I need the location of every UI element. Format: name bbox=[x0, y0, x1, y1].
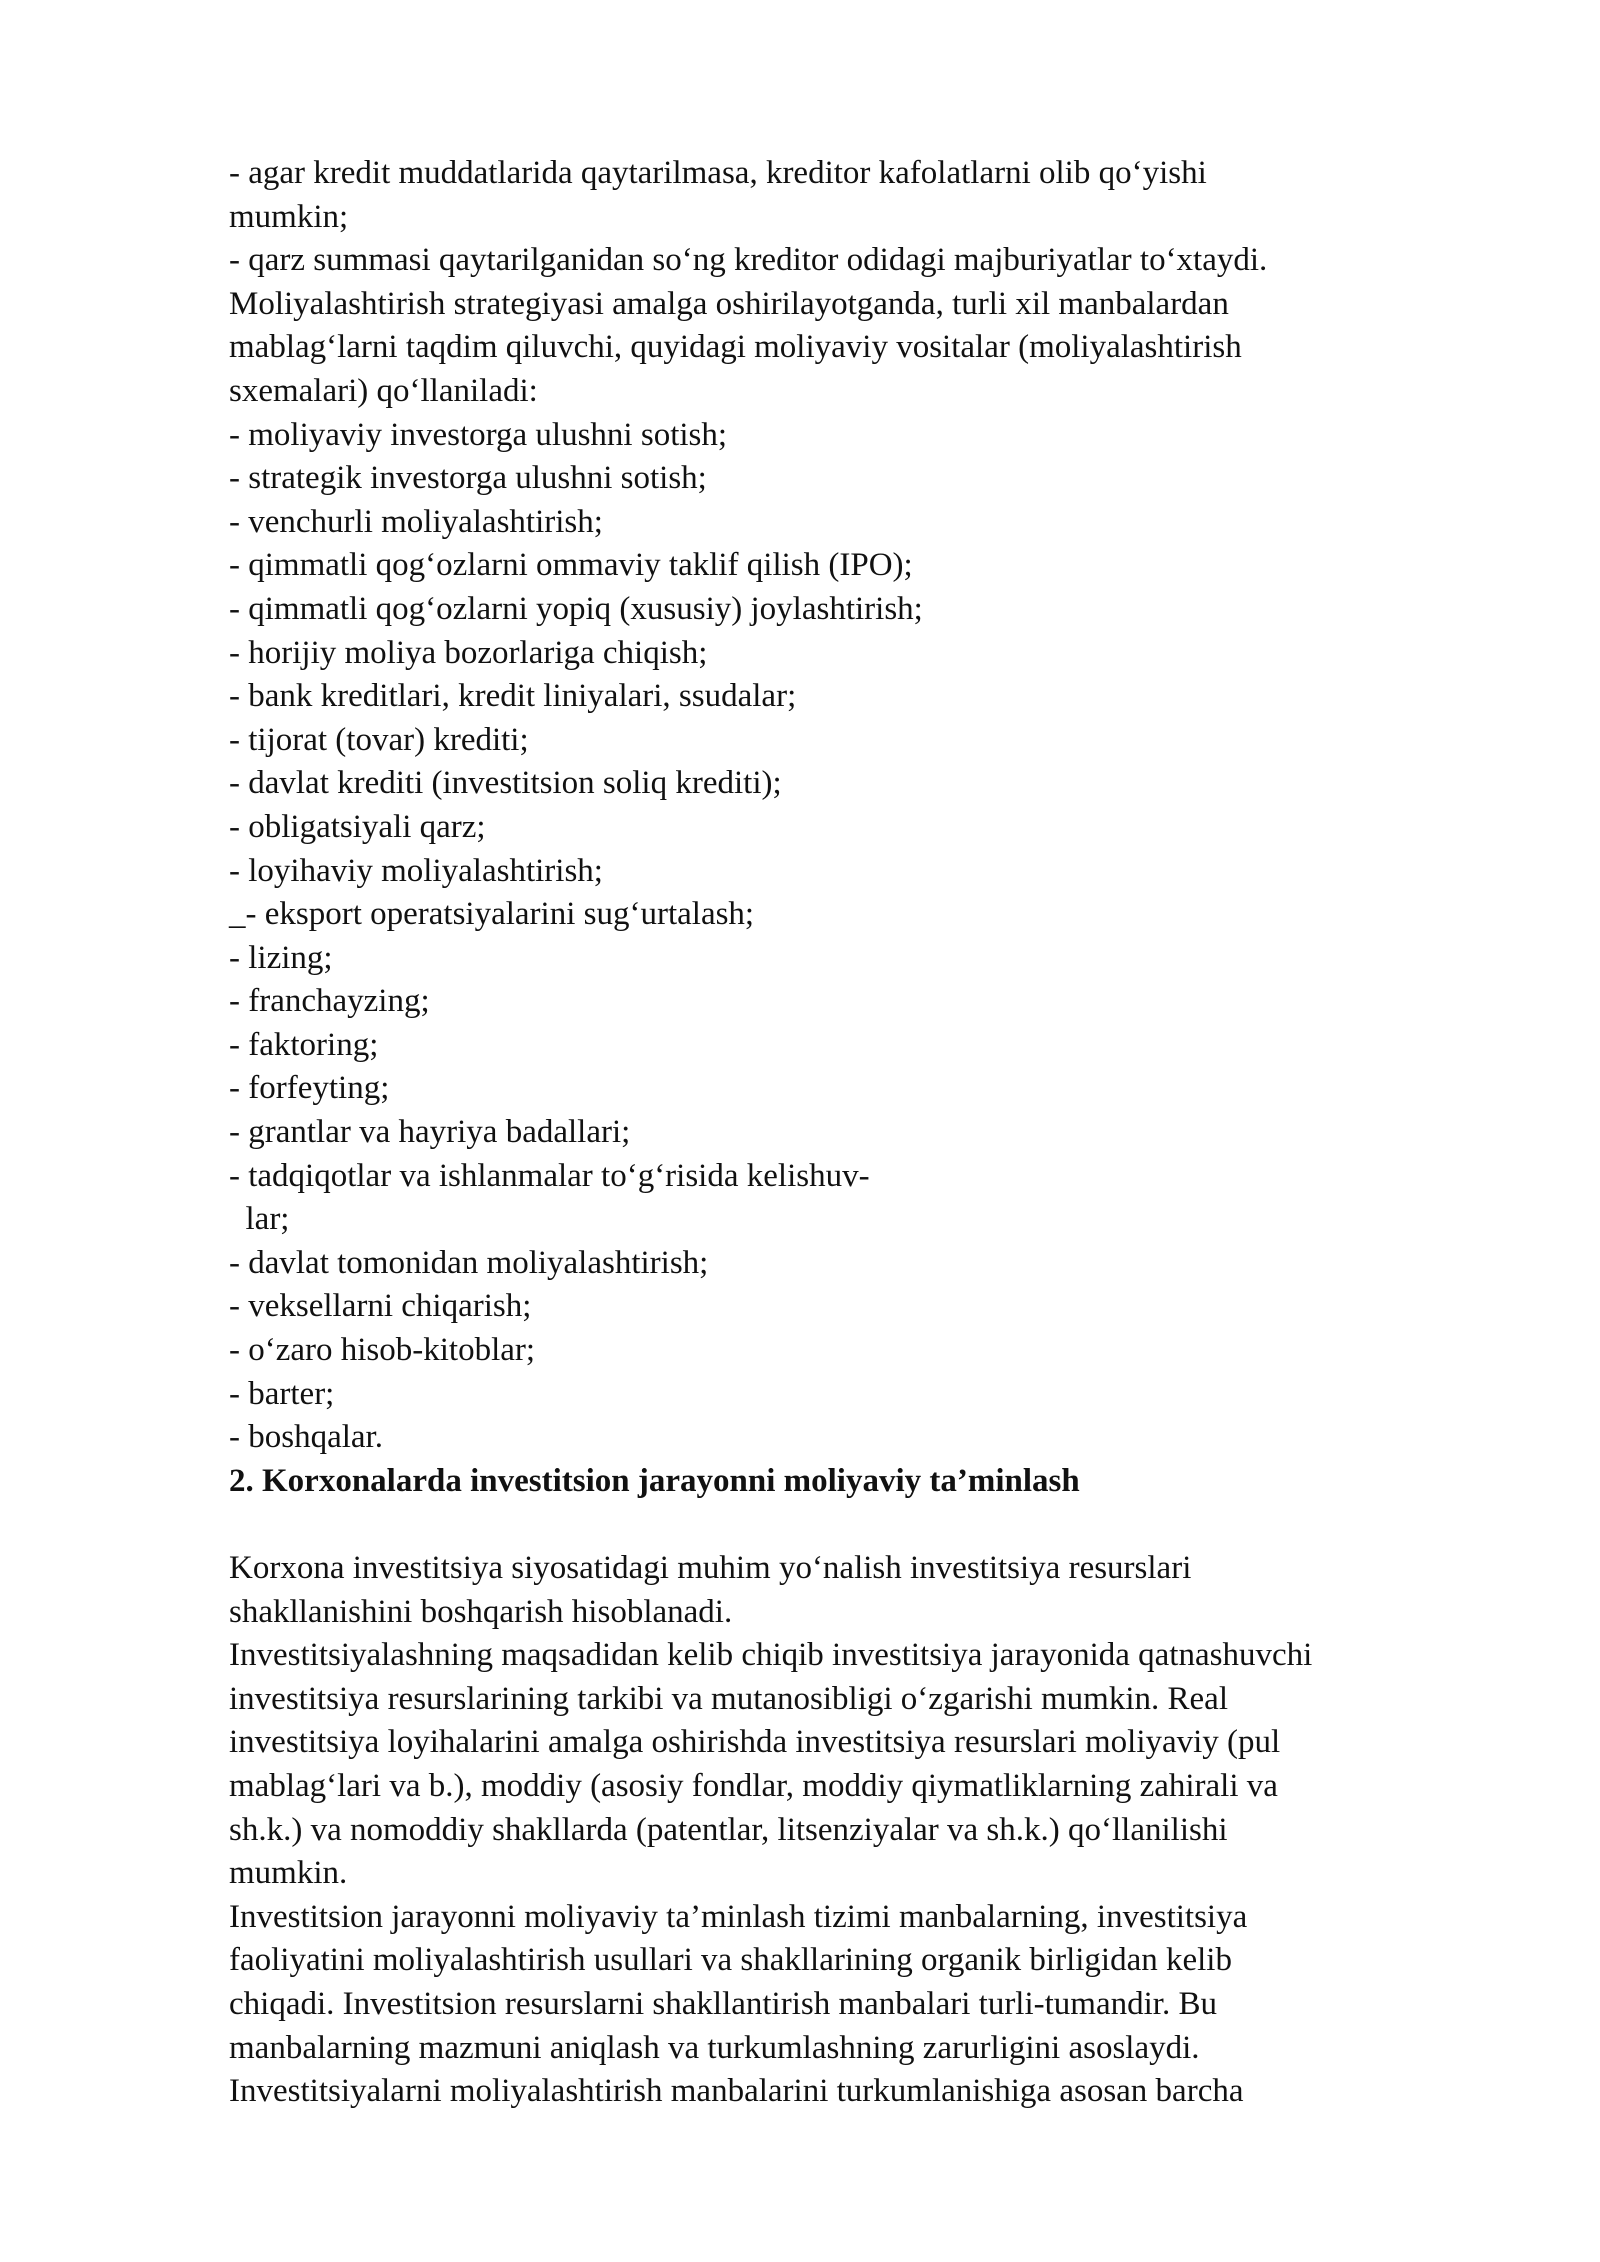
list-item: - boshqalar. bbox=[229, 1419, 383, 1456]
list-item: - loyihaviy moliyalashtirish; bbox=[229, 852, 603, 889]
spacer bbox=[229, 1503, 1489, 1547]
list-item: - bank kreditlari, kredit liniyalari, ssudalar; bbox=[229, 678, 797, 715]
instruments-list bbox=[229, 414, 1489, 1460]
list-item: - grantlar va hayriya badallari; bbox=[229, 1114, 631, 1151]
intro-paragraph bbox=[229, 283, 1489, 414]
list-item: - barter; bbox=[229, 1375, 335, 1412]
body-paragraph-1 bbox=[229, 1547, 1489, 1634]
text-line: chiqadi. Investitsion resurslarni shakllantirish manbalari turli-tumandir. Bu bbox=[229, 1985, 1217, 2022]
list-item: - strategik investorga ulushni sotish; bbox=[229, 460, 707, 497]
text-line: faoliyatini moliyalashtirish usullari va shakllarining organik birligidan kelib bbox=[229, 1942, 1232, 1979]
list-item: - veksellarni chiqarish; bbox=[229, 1288, 532, 1325]
list-item: - o‘zaro hisob-kitoblar; bbox=[229, 1332, 536, 1369]
body-paragraph-3 bbox=[229, 1896, 1489, 2114]
list-item: - faktoring; bbox=[229, 1026, 379, 1063]
document-page bbox=[229, 152, 1489, 2114]
text-line: manbalarning mazmuni aniqlash va turkumlashning zarurligini asoslaydi. bbox=[229, 2029, 1200, 2066]
text-line: Investitsion jarayonni moliyaviy ta’minlash tizimi manbalarning, investitsiya bbox=[229, 1898, 1248, 1935]
list-item: - obligatsiyali qarz; bbox=[229, 808, 486, 845]
text-line: investitsiya loyihalarini amalga oshirishda investitsiya resurslari moliyaviy (pul bbox=[229, 1724, 1281, 1761]
text-line: - qarz summasi qaytarilganidan so‘ng kreditor odidagi majburiyatlar to‘xtaydi. bbox=[229, 242, 1268, 279]
text-line: mumkin; bbox=[229, 198, 349, 235]
list-item: - tadqiqotlar va ishlanmalar to‘g‘risida kelishuv- bbox=[229, 1157, 870, 1194]
list-item: - horijiy moliya bozorlariga chiqish; bbox=[229, 634, 708, 671]
text-line: Investitsiyalashning maqsadidan kelib chiqib investitsiya jarayonida qatnashuvchi bbox=[229, 1637, 1313, 1674]
list-item: - venchurli moliyalashtirish; bbox=[229, 503, 603, 540]
list-item: - qimmatli qog‘ozlarni yopiq (xususiy) joylashtirish; bbox=[229, 590, 923, 627]
list-item: lar; bbox=[229, 1201, 290, 1238]
body-paragraph-2 bbox=[229, 1634, 1489, 1896]
text-line: investitsiya resurslarining tarkibi va mutanosibligi o‘zgarishi mumkin. Real bbox=[229, 1680, 1228, 1717]
text-line: Korxona investitsiya siyosatidagi muhim yo‘nalish investitsiya resurslari bbox=[229, 1550, 1192, 1586]
list-item: - franchayzing; bbox=[229, 983, 430, 1020]
text-line: mablag‘larni taqdim qiluvchi, quyidagi moliyaviy vositalar (moliyalashtirish bbox=[229, 329, 1242, 366]
list-item: - davlat tomonidan moliyalashtirish; bbox=[229, 1244, 709, 1281]
list-item: - davlat krediti (investitsion soliq krediti); bbox=[229, 765, 782, 802]
text-line: sh.k.) va nomoddiy shakllarda (patentlar, litsenziyalar va sh.k.) qo‘llanilishi bbox=[229, 1811, 1228, 1848]
list-item: - tijorat (tovar) krediti; bbox=[229, 721, 529, 758]
list-item: - moliyaviy investorga ulushni sotish; bbox=[229, 416, 728, 453]
list-item: - qimmatli qog‘ozlarni ommaviy taklif qilish (IPO); bbox=[229, 547, 913, 584]
text-line: mablag‘lari va b.), moddiy (asosiy fondlar, moddiy qiymatliklarning zahirali va bbox=[229, 1767, 1278, 1804]
text-line: - agar kredit muddatlarida qaytarilmasa, kreditor kafolatlarni olib qo‘yishi bbox=[229, 155, 1207, 191]
text-line: mumkin. bbox=[229, 1855, 348, 1892]
list-item: - forfeyting; bbox=[229, 1070, 390, 1107]
text-line: Investitsiyalarni moliyalashtirish manbalarini turkumlanishiga asosan barcha bbox=[229, 2073, 1244, 2110]
section-heading: 2. Korxonalarda investitsion jarayonni moliyaviy ta’minlash bbox=[229, 1462, 1080, 1499]
text-line: sxemalari) qo‘llaniladi: bbox=[229, 372, 538, 409]
list-item: - lizing; bbox=[229, 939, 333, 976]
list-item: _- eksport operatsiyalarini sug‘urtalash; bbox=[229, 896, 755, 933]
top-list bbox=[229, 152, 1489, 283]
text-line: Moliyalashtirish strategiyasi amalga oshirilayotganda, turli xil manbalardan bbox=[229, 285, 1229, 322]
text-line: shakllanishini boshqarish hisoblanadi. bbox=[229, 1593, 733, 1630]
